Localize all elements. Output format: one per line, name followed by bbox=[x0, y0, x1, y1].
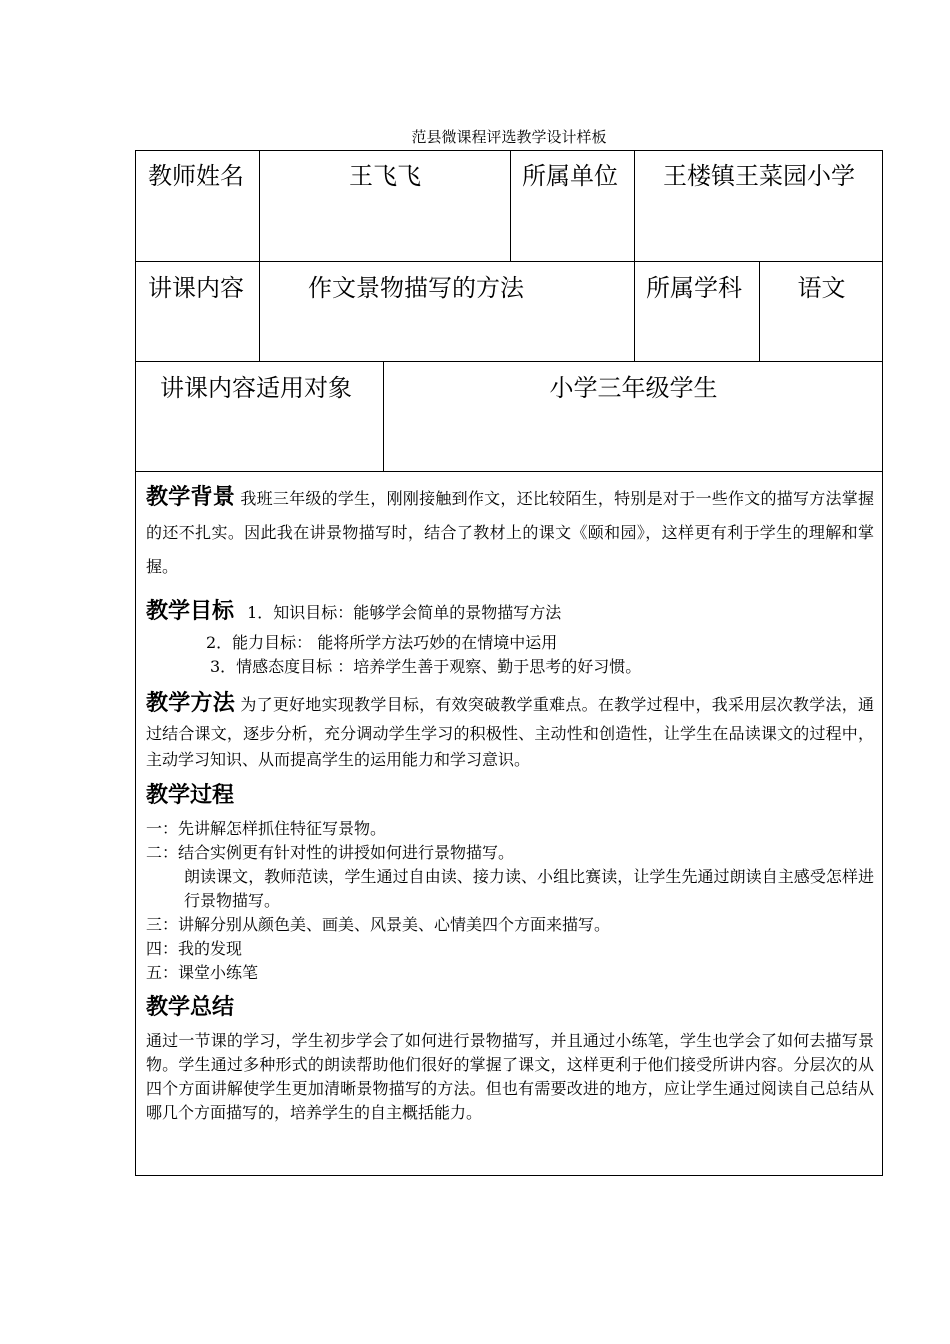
background-text: 我班三年级的学生，刚刚接触到作文，还比较陌生，特别是对于一些作文的描写方法掌握的还不扎实。因此我在讲景物描写时，结合了教材上的课文《颐和园》，这样更有利于学生的理解和掌握。 bbox=[146, 489, 874, 576]
process-section bbox=[146, 781, 874, 985]
process-step: 三：讲解分别从颜色美、画美、风景美、心情美四个方面来描写。 bbox=[146, 915, 611, 934]
subject-label: 所属学科 bbox=[646, 274, 742, 302]
summary-text: 通过一节课的学习，学生初步学会了如何进行景物描写，并且通过小练笔，学生也学会了如何去描写景物。学生通过多种形式的朗读帮助他们很好的掌握了课文，这样更利于他们接受所讲内容。分层次的从四个方面讲解使学生更加清晰景物描写的方法。但也有需要改进的地方，应让学生通过阅读自己总结从哪几个方面描写的，培养学生的自主概括能力。 bbox=[146, 1031, 874, 1122]
unit-label: 所属单位 bbox=[522, 162, 618, 190]
col-divider bbox=[634, 261, 635, 361]
row-divider bbox=[136, 261, 882, 262]
process-step: 四：我的发现 bbox=[146, 939, 243, 958]
goals-heading: 教学目标 bbox=[146, 599, 235, 624]
goal-item-knowledge: 1．知识目标：能够学会简单的景物描写方法 bbox=[247, 603, 562, 622]
content-value: 作文景物描写的方法 bbox=[308, 274, 524, 302]
method-section bbox=[146, 687, 874, 773]
goal-item-ability: 2．能力目标： 能将所学方法巧妙的在情境中运用 bbox=[206, 633, 558, 652]
teacher-name-value: 王飞飞 bbox=[349, 162, 421, 190]
goals-first-line bbox=[146, 596, 874, 629]
process-step-detail: 朗读课文，教师范读，学生通过自由读、接力读、小组比赛读，让学生先通过朗读自主感受怎样进行景物描写。 bbox=[184, 867, 874, 910]
goal-item-attitude: 3．情感态度目标 ：培养学生善于观察、勤于思考的好习惯。 bbox=[210, 657, 642, 676]
audience-value: 小学三年级学生 bbox=[549, 374, 718, 402]
background-heading: 教学背景 bbox=[146, 485, 236, 510]
method-text: 为了更好地实现教学目标，有效突破教学重难点。在教学过程中，我采用层次教学法，通过结合课文，逐步分析，充分调动学生学习的积极性、主动性和创造性，让学生在品读课文的过程中，主动学习知识、从而提高学生的运用能力和学习意识。 bbox=[146, 695, 874, 769]
col-divider bbox=[510, 151, 511, 261]
process-step: 二：结合实例更有针对性的讲授如何进行景物描写。 bbox=[146, 843, 515, 862]
process-step: 五：课堂小练笔 bbox=[146, 963, 259, 982]
document-title: 范县微课程评选教学设计样板 bbox=[411, 128, 607, 146]
background-section bbox=[146, 481, 874, 584]
method-heading: 教学方法 bbox=[146, 691, 236, 716]
col-divider bbox=[259, 261, 260, 361]
lesson-design-table bbox=[135, 150, 883, 1176]
summary-section bbox=[146, 993, 874, 1125]
process-heading: 教学过程 bbox=[146, 783, 235, 808]
goals-section bbox=[146, 596, 874, 679]
content-label: 讲课内容 bbox=[148, 274, 244, 302]
audience-label: 讲课内容适用对象 bbox=[160, 374, 352, 402]
summary-heading: 教学总结 bbox=[146, 995, 235, 1020]
subject-value: 语文 bbox=[797, 274, 846, 302]
unit-value: 王楼镇王菜园小学 bbox=[663, 162, 855, 190]
row-divider bbox=[136, 361, 882, 362]
process-step: 一：先讲解怎样抓住特征写景物。 bbox=[146, 819, 387, 838]
row-divider bbox=[136, 471, 882, 472]
lesson-body bbox=[146, 481, 874, 1125]
teacher-name-label: 教师姓名 bbox=[148, 162, 244, 190]
